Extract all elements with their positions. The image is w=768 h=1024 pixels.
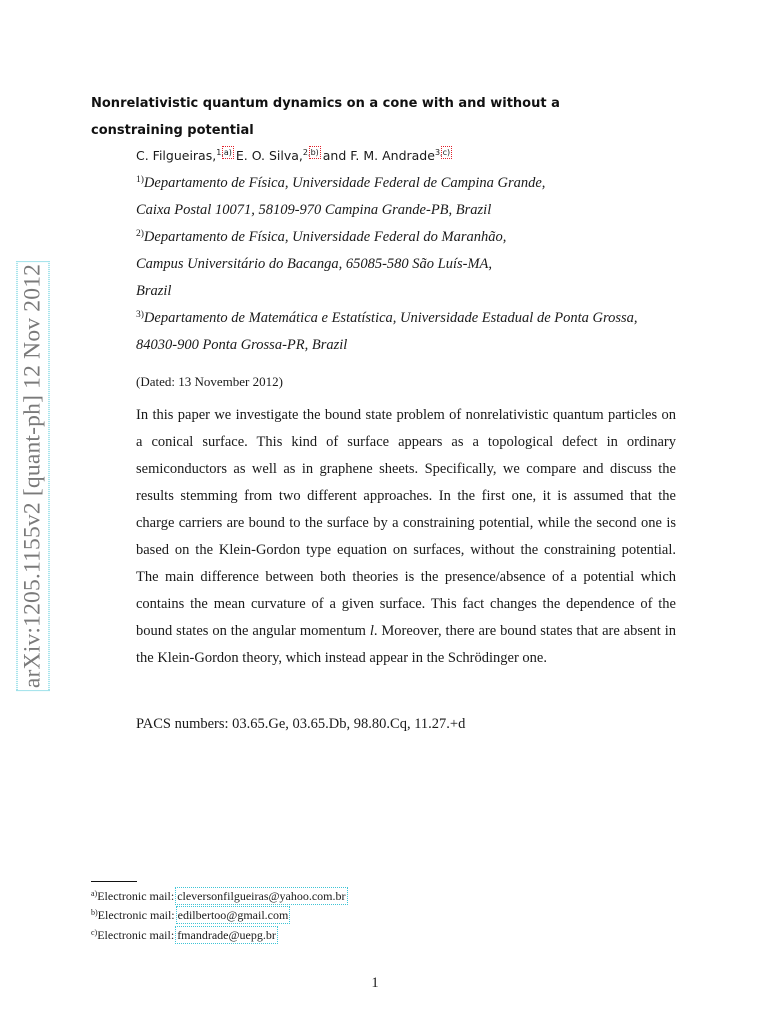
affiliation-2-line-3: Brazil: [136, 283, 172, 299]
footnote-link-c[interactable]: c): [442, 148, 451, 157]
arxiv-id-text[interactable]: arXiv:1205.1155v2 [quant-ph] 12 Nov 2012: [19, 263, 46, 689]
affiliation-2-line-1: [136, 229, 506, 246]
author-name: E. O. Silva,: [235, 148, 303, 163]
pacs-numbers: PACS numbers: 03.65.Ge, 03.65.Db, 98.80.Cq, 11.27.+d: [136, 716, 466, 732]
email-link[interactable]: edilbertoo@gmail.com: [177, 908, 289, 922]
footnote-label: Electronic mail:: [97, 928, 178, 942]
affiliation-number: 2): [136, 229, 144, 239]
abstract-text: In this paper we investigate the bound state problem of nonrelativistic quantum particles on a conical surface. This kind of surface appears as a topological defect in ordinary semiconductors as well as in graphene sheets. Specifically, we compare and discuss the results stemming from two different approaches. In the first one, it is assumed that the charge carriers are bound to the surface by a constraining potential, while the second one is based on the Klein-Gordon type equation on surfaces, without the constraining potential. The main difference between both theories is the presence/absence of a potential which contains the mean curvature of a given surface. This fact changes the dependence of the bound states on the angular momentum: [136, 407, 676, 639]
author-separator: and: [318, 148, 351, 163]
author-list: [136, 148, 450, 163]
footnote-divider: [91, 881, 137, 882]
affiliation-1-line-1: [136, 175, 545, 192]
footnote-label: Electronic mail:: [97, 908, 178, 922]
affiliation-3-line-2: 84030-900 Ponta Grossa-PR, Brazil: [136, 337, 348, 353]
page-number: 1: [371, 975, 379, 991]
footnote-link-a[interactable]: a): [223, 148, 232, 157]
footnote-c: [91, 928, 276, 943]
affiliation-1-line-2: Caixa Postal 10071, 58109-970 Campina Grande-PB, Brazil: [136, 202, 492, 218]
affiliation-number: 1): [136, 175, 144, 185]
footnote-b: [91, 908, 288, 923]
footnote-a: [91, 889, 346, 904]
affiliation-3-line-1: [136, 310, 638, 327]
footnote-label: Electronic mail:: [97, 889, 178, 903]
author-affiliation-ref: 2,: [302, 148, 311, 157]
author-name: C. Filgueiras,: [136, 148, 217, 163]
footnote-link-b[interactable]: b): [310, 148, 319, 157]
affiliation-text: Departamento de Matemática e Estatística, Universidade Estadual de Ponta Grossa,: [143, 310, 638, 326]
author-name: F. M. Andrade: [350, 148, 435, 163]
author-affiliation-ref: 3,: [434, 148, 443, 157]
abstract: [136, 402, 676, 672]
affiliation-text: Departamento de Física, Universidade Federal do Maranhão,: [143, 229, 507, 245]
arxiv-identifier-stamp[interactable]: [18, 238, 48, 714]
affiliation-text: Departamento de Física, Universidade Federal de Campina Grande,: [143, 175, 546, 191]
angular-momentum-symbol: l: [369, 623, 374, 639]
footnote-mark: a): [91, 889, 98, 898]
affiliation-number: 3): [136, 310, 144, 320]
paper-title: Nonrelativistic quantum dynamics on a cone with and without a constraining potential: [91, 96, 560, 138]
email-link[interactable]: fmandrade@uepg.br: [177, 928, 276, 942]
abstract-text-end: . Moreover, there are bound states that are absent in the Klein-Gordon theory, which instead appear in the Schrödinger one.: [136, 623, 676, 666]
footnote-mark: c): [91, 928, 98, 937]
dated-line: (Dated: 13 November 2012): [136, 374, 283, 389]
footnote-mark: b): [91, 908, 98, 917]
author-affiliation-ref: 1,: [216, 148, 224, 157]
email-link[interactable]: cleversonfilgueiras@yahoo.com.br: [177, 889, 346, 903]
affiliation-2-line-2: Campus Universitário do Bacanga, 65085-580 São Luís-MA,: [136, 256, 493, 272]
